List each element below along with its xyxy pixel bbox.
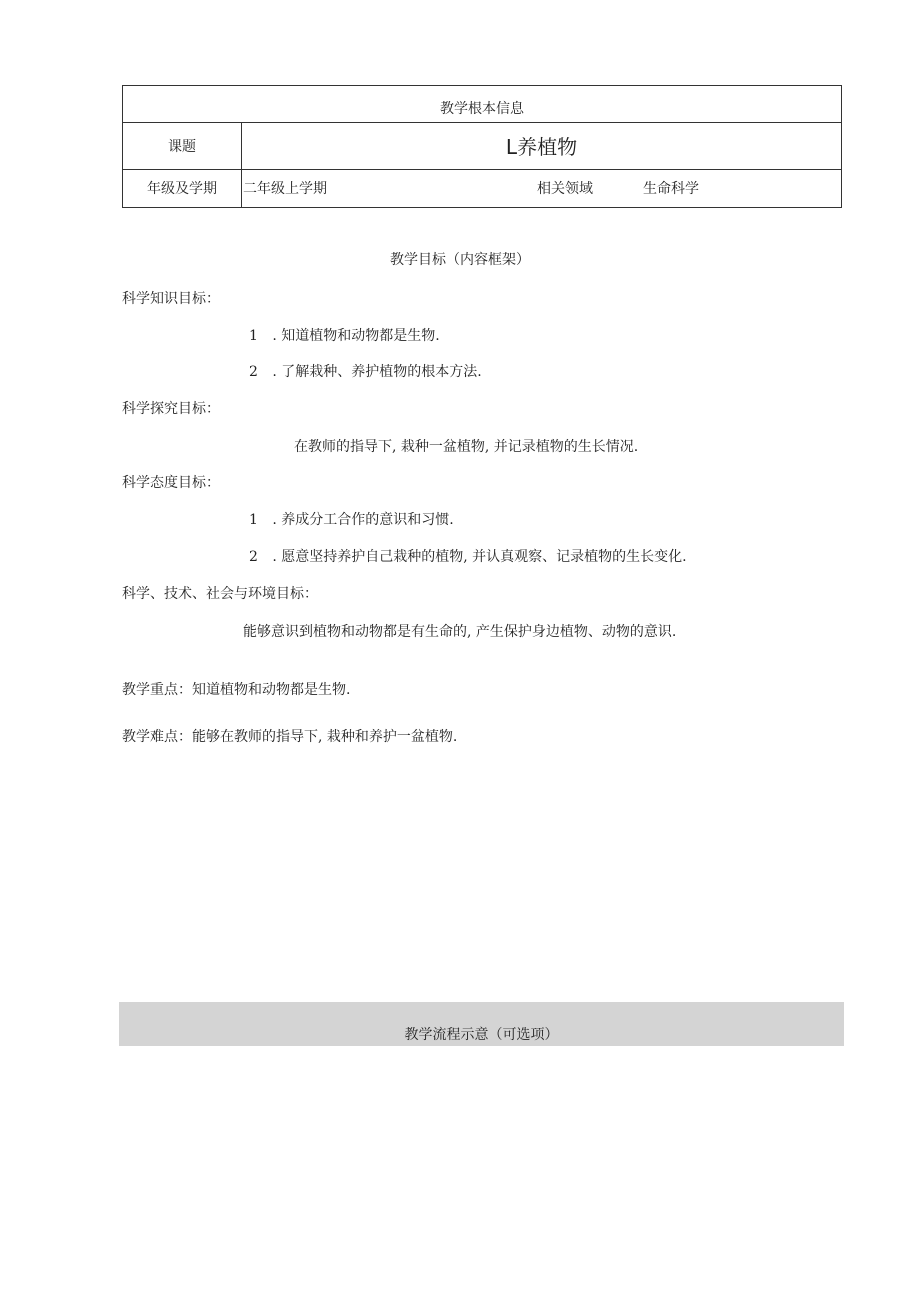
item-number: 2 [249, 364, 258, 380]
table-header: 教学根本信息 [440, 101, 524, 117]
subject-row [123, 122, 841, 170]
flow-title: 教学流程示意（可选项） [404, 1027, 559, 1043]
item-text: . 养成分工合作的意识和习惯. [272, 512, 454, 528]
attitude-item-2 [249, 546, 687, 566]
grade-row [123, 169, 841, 207]
subject-label: 课题 [168, 138, 196, 155]
grade-label: 年级及学期 [147, 181, 217, 197]
sste-text: 能够意识到植物和动物都是有生命的, 产生保护身边植物、动物的意识. [243, 624, 677, 640]
subject-value: L养植物 [505, 135, 578, 159]
attitude-item-1 [249, 509, 454, 529]
item-text: . 愿意坚持养护自己栽种的植物, 并认真观察、记录植物的生长变化. [272, 549, 687, 565]
flow-title-bar [119, 1002, 844, 1046]
grade-value: 二年级上学期 [243, 181, 327, 197]
item-text: . 知道植物和动物都是生物. [272, 328, 440, 344]
table-column-divider [241, 122, 242, 207]
attitude-heading: 科学态度目标： [122, 475, 220, 491]
domain-value: 生命科学 [643, 181, 699, 197]
difficulty: 教学难点：能够在教师的指导下, 栽种和养护一盆植物. [122, 729, 458, 745]
inquiry-heading: 科学探究目标： [122, 401, 220, 417]
item-text: . 了解栽种、养护植物的根本方法. [272, 364, 482, 380]
sste-heading: 科学、技术、社会与环境目标： [122, 586, 318, 602]
knowledge-item-1 [249, 325, 440, 345]
inquiry-text: 在教师的指导下, 栽种一盆植物, 并记录植物的生长情况. [294, 439, 639, 455]
domain-label: 相关领域 [537, 181, 593, 197]
basic-info-table [122, 85, 842, 208]
objectives-title: 教学目标（内容框架） [390, 252, 530, 268]
item-number: 1 [249, 328, 258, 344]
table-header-row [123, 86, 841, 123]
item-number: 2 [249, 549, 258, 565]
key-point: 教学重点：知道植物和动物都是生物. [122, 682, 351, 698]
item-number: 1 [249, 512, 258, 528]
knowledge-heading: 科学知识目标： [122, 291, 220, 307]
knowledge-item-2 [249, 361, 482, 381]
